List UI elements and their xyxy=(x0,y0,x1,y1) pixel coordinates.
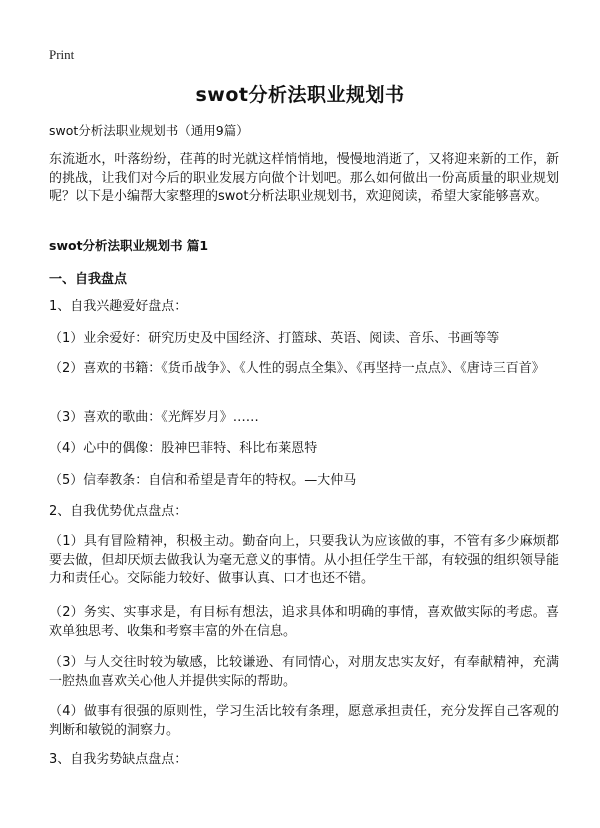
paragraph-strength-3: （3）与人交往时较为敏感，比较谦逊、有同情心，对朋友忠实友好，有奉献精神，充满一腔热血喜欢关心他人并提供实际的帮助。 xyxy=(49,655,559,689)
paragraph-interest-heading: 1、自我兴趣爱好盘点： xyxy=(49,299,188,314)
part-heading: 一、自我盘点 xyxy=(49,272,128,287)
paragraph-strength-1: （1）具有冒险精神，积极主动。勤奋向上，只要我认为应该做的事，不管有多少麻烦都要去做，但却厌烦去做我认为毫无意义的事情。从小担任学生干部，有较强的组织领导能力和责任心。交际能力较好、做事认真、口才也还不错。 xyxy=(49,534,559,586)
paragraph-strength-2: （2）务实、实事求是，有目标有想法，追求具体和明确的事情，喜欢做实际的考虑。喜欢单独思考、收集和考察丰富的外在信息。 xyxy=(49,605,559,639)
paragraph-motto: （5）信奉教条：自信和希望是青年的特权。—大仲马 xyxy=(49,473,357,488)
page-title: swot分析法职业规划书 xyxy=(195,84,405,106)
print-link[interactable]: Print xyxy=(49,47,75,62)
paragraph-strength-4: （4）做事有很强的原则性，学习生活比较有条理，愿意承担责任，充分发挥自己客观的判断和敏锐的洞察力。 xyxy=(49,704,559,738)
paragraph-songs: （3）喜欢的歌曲：《光辉岁月》…… xyxy=(49,410,259,425)
document-subtitle: swot分析法职业规划书（通用9篇） xyxy=(49,123,249,138)
paragraph-hobbies: （1）业余爱好：研究历史及中国经济、打篮球、英语、阅读、音乐、书画等等 xyxy=(49,331,500,346)
intro-paragraph: 东流逝水，叶落纷纷，荏苒的时光就这样悄悄地，慢慢地消逝了，又将迎来新的工作，新的挑战，让我们对今后的职业发展方向做个计划吧。那么如何做出一份高质量的职业规划呢？以下是小编帮大家整理的swot分析法职业规划书，欢迎阅读，希望大家能够喜欢。 xyxy=(49,152,559,204)
paragraph-idols: （4）心中的偶像：股神巴菲特、科比布莱恩特 xyxy=(49,441,318,456)
paragraph-weaknesses-heading: 3、自我劣势缺点盘点： xyxy=(49,752,188,767)
section-heading: swot分析法职业规划书 篇1 xyxy=(49,238,209,253)
paragraph-strengths-heading: 2、自我优势优点盘点： xyxy=(49,504,188,519)
paragraph-books: （2）喜欢的书籍：《货币战争》、《人性的弱点全集》、《再坚持一点点》、《唐诗三百首》 xyxy=(49,361,545,376)
